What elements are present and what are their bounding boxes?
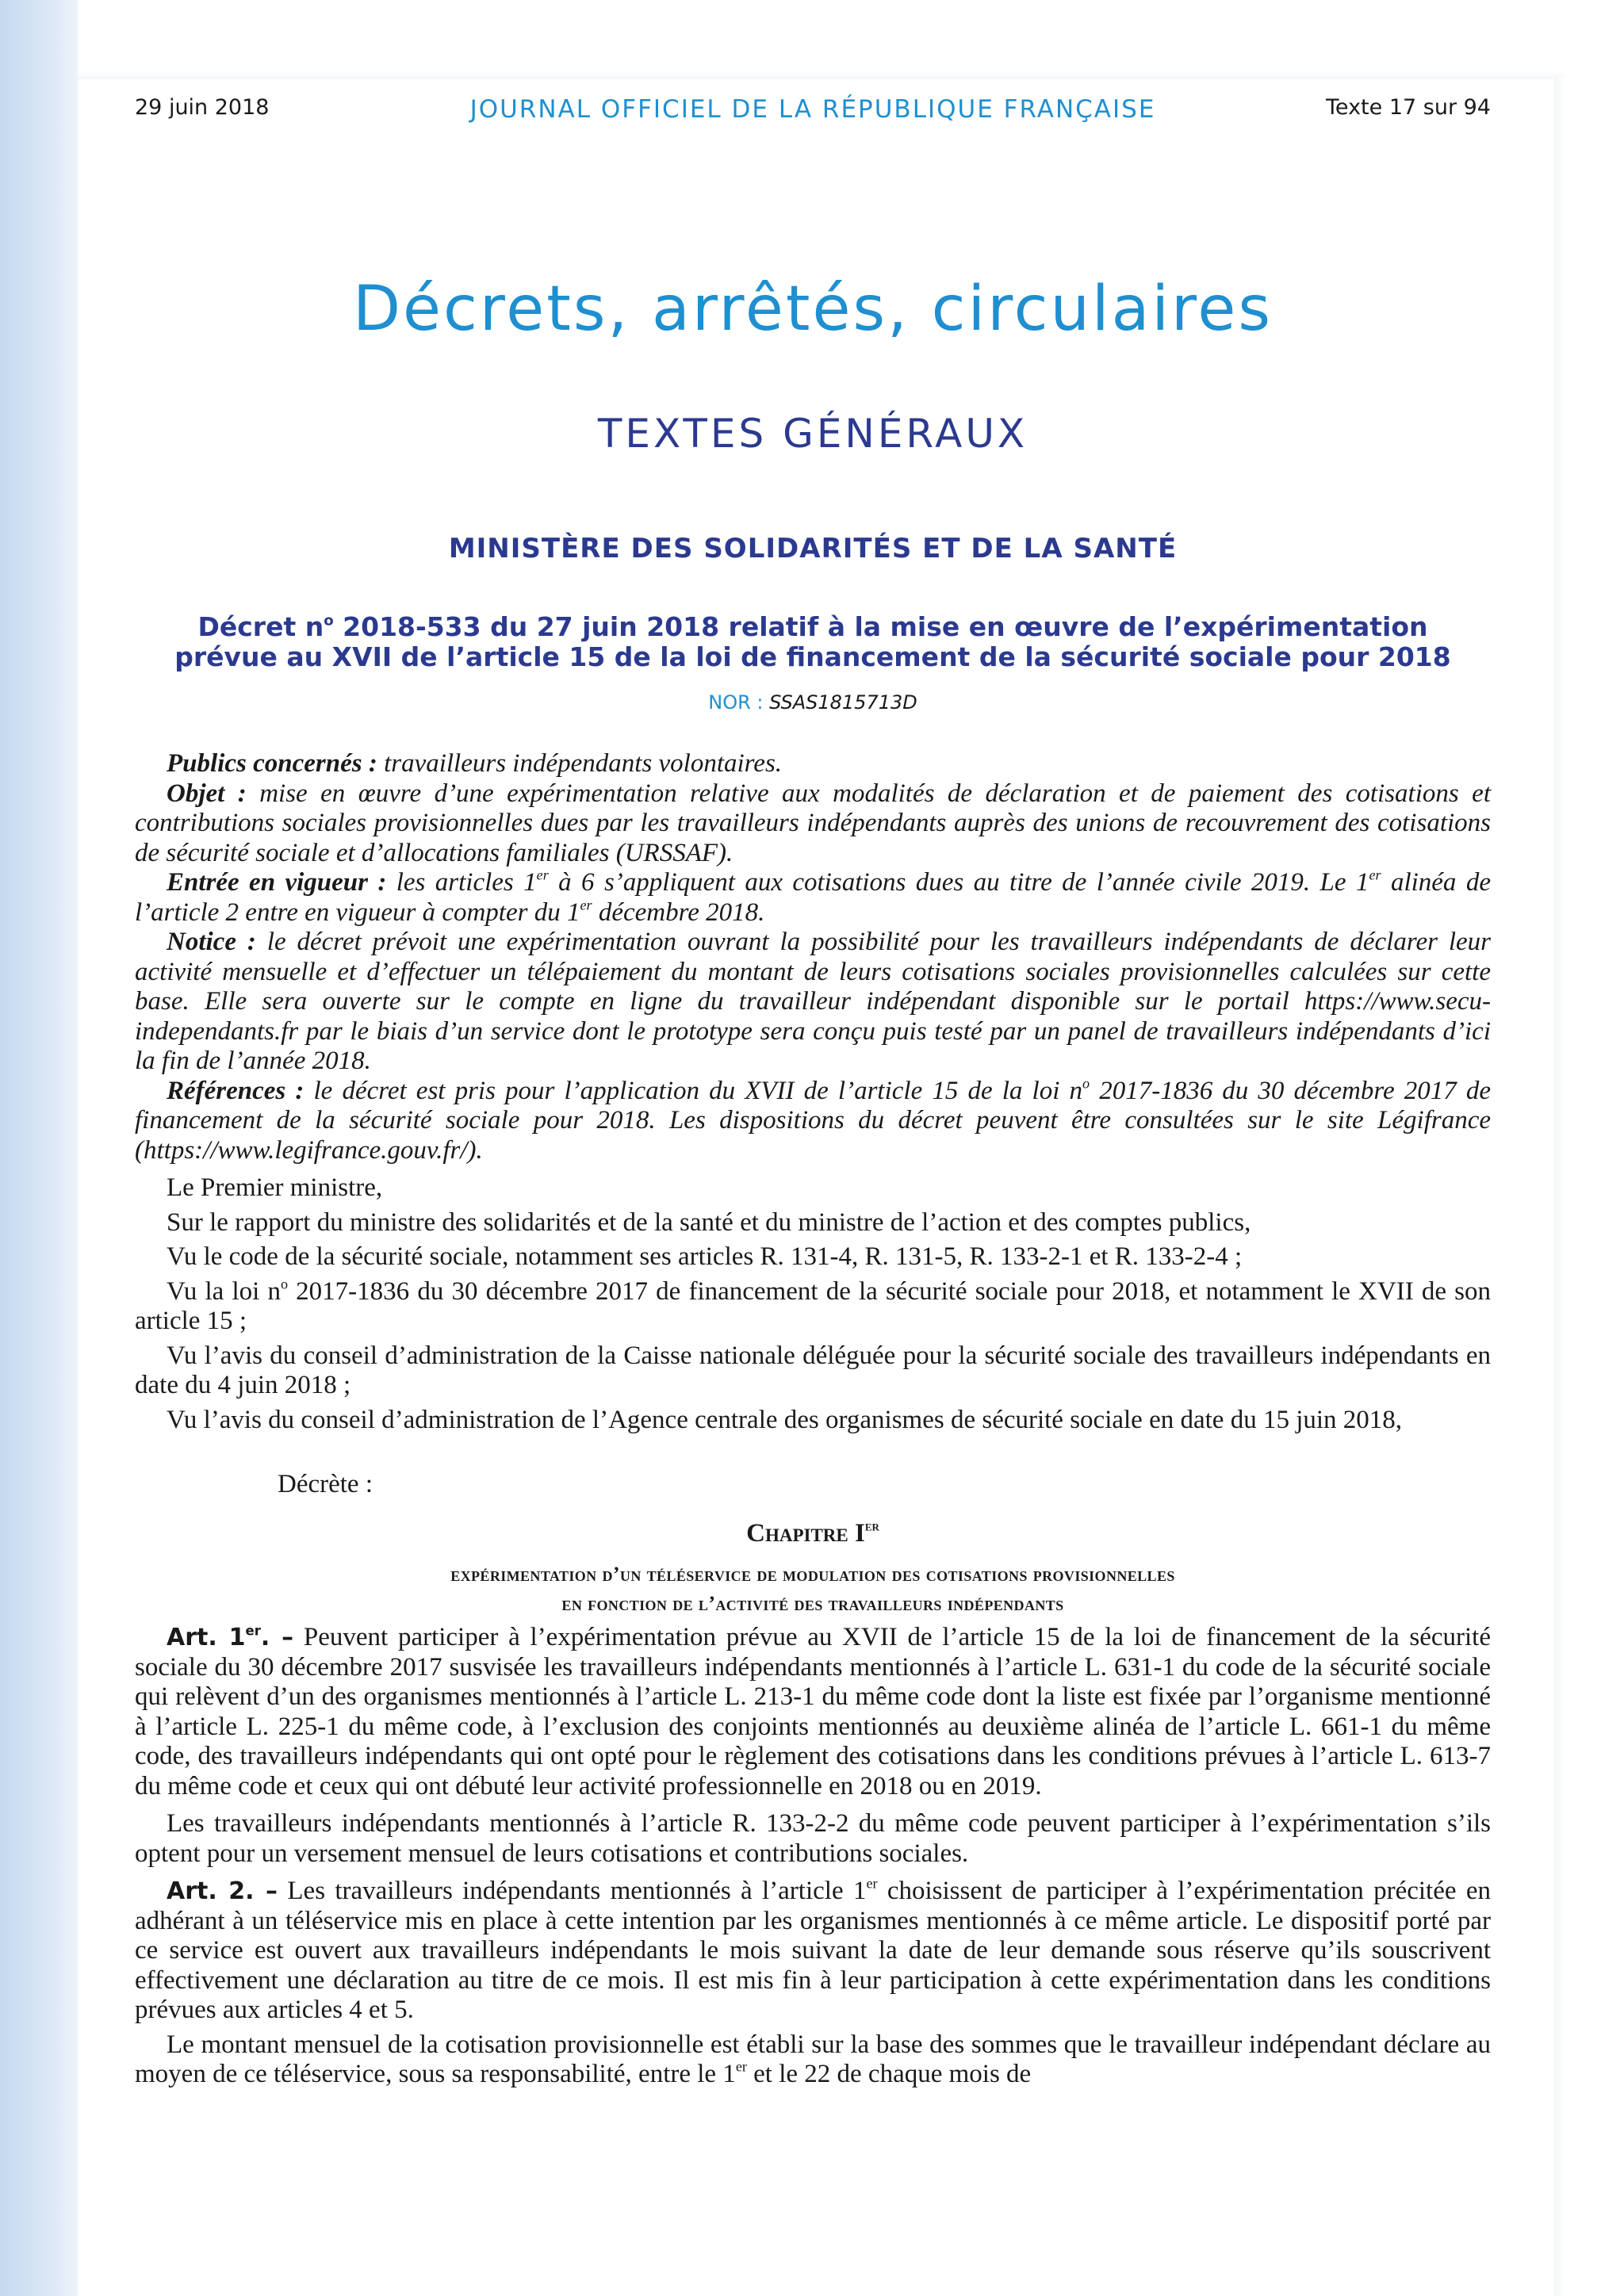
article-2-paragraph-2: Le montant mensuel de la cotisation provisionnelle est établi sur la base des sommes que le travailleur indépendant déclare au moyen de ce téléservice, sous sa responsabilité, entre le 1er et le 22 de chaque mois de bbox=[135, 2030, 1491, 2088]
ministry-heading: MINISTÈRE DES SOLIDARITÉS ET DE LA SANTÉ bbox=[448, 533, 1178, 564]
chapter-subtitle bbox=[135, 1559, 1491, 1618]
summary-objet: Objet : mise en œuvre d’une expérimentation relative aux modalités de déclaration et de paiement des cotisations et contributions sociales provisionnelles dues par les travailleurs indépendants auprès des unions de recouvrement des cotisations de sécurité sociale et d’allocations familiales (URSSAF). bbox=[135, 779, 1491, 867]
article-2-label: Art. 2. – bbox=[167, 1877, 278, 1905]
left-margin-band bbox=[0, 0, 78, 2296]
summary-references: Références : le décret est pris pour l’application du XVII de l’article 15 de la loi $n^o$ 2017-1836 du 30 décembre 2017 de financement de la sécurité sociale pour 2018. Les dispositions du décret peuvent être consultées sur le site Légifrance (https://www.legifrance.gouv.fr/). bbox=[135, 1074, 1491, 1165]
article-1-paragraph-2: Les travailleurs indépendants mentionnés à l’article R. 133-2-2 du même code peuvent participer à l’expérimentation s’ils optent pour un versement mensuel de leurs cotisations et contributions sociales. bbox=[135, 1809, 1491, 1868]
header-journal-title: JOURNAL OFFICIEL DE LA RÉPUBLIQUE FRANÇAISE bbox=[469, 95, 1156, 124]
header-date: 29 juin 2018 bbox=[135, 95, 270, 120]
article-1-label: Art. 1er. – bbox=[167, 1623, 294, 1651]
summary-entree-en-vigueur: Entrée en vigueur : les articles 1er à 6 s’appliquent aux cotisations dues au titre de l’année civile 2019. Le 1er alinéa de l’article 2 entre en vigueur à compter du 1er décembre 2018. bbox=[135, 867, 1491, 927]
decrete-formula: Décrète : bbox=[278, 1470, 373, 1498]
preamble-premier-ministre: Le Premier ministre, bbox=[167, 1173, 383, 1202]
article-2-paragraph-1: Art. 2. – Les travailleurs indépendants mentionnés à l’article 1er choisissent de participer à l’expérimentation précitée en adhérant à un téléservice mis en place à cette intention par les organismes mentionnés à ce même article. Le dispositif porté par ce service est ouvert aux travailleurs indépendants le mois suivant la date de leur demande sous réserve qu’ils souscrivent effectivement une déclaration au titre de ce mois. Il est mis fin à leur participation à cette expérimentation dans les conditions prévues aux articles 4 et 5. bbox=[135, 1875, 1491, 2024]
chapter-subtitle-line-2: en fonction de l’activité des travailleurs indépendants bbox=[561, 1592, 1064, 1615]
nor-reference bbox=[135, 691, 1491, 714]
summary-notice: Notice : le décret prévoit une expérimentation ouvrant la possibilité pour les travailleurs indépendants de déclarer leur activité mensuelle et d’effectuer un télépaiement du montant de leurs cotisations sociales provisionnelles calculées sur cette base. Elle sera ouverte sur le compte en ligne du travailleur indépendant disponible sur le portail https://www.secu-independants.fr par le biais d’un service dont le prototype sera conçu puis testé par un panel de travailleurs indépendants d’ici la fin de l’année 2018. bbox=[135, 928, 1491, 1075]
decree-title-line-1: Décret $n^o$ 2018-533 du 27 juin 2018 relatif à la mise en œuvre de l’expérimentation bbox=[197, 611, 1428, 642]
preamble-rapport: Sur le rapport du ministre des solidarités et de la santé et du ministre de l’action et des comptes publics, bbox=[167, 1207, 1251, 1237]
document-body bbox=[135, 749, 1491, 2090]
preamble-vu-loi: Vu la loi $n^o$ 2017-1836 du 30 décembre 2017 de financement de la sécurité sociale pour 2018, et notamment le XVII de son article 15 ; bbox=[135, 1275, 1491, 1335]
summary-publics: Publics concernés : travailleurs indépendants volontaires. bbox=[167, 749, 783, 778]
section-heading: TEXTES GÉNÉRAUX bbox=[597, 411, 1028, 457]
decree-title-line-2: prévue au XVII de l’article 15 de la loi de financement de la sécurité sociale pour 2018 bbox=[174, 641, 1451, 672]
article-1-paragraph-1: Art. 1er. – Peuvent participer à l’expérimentation prévue au XVII de l’article 15 de la loi de financement de la sécurité sociale du 30 décembre 2017 susvisée les travailleurs indépendants mentionnés à l’article L. 631-1 du code de la sécurité sociale qui relèvent d’un des organismes mentionnés à l’article L. 213-1 du même code dont la liste est fixée par l’organisme mentionné à l’article L. 225-1 du même code, à l’exclusion des conjoints mentionnés au deuxième alinéa de l’article L. 661-1 du même code, des travailleurs indépendants qui ont opté pour le règlement des cotisations dans les conditions prévues à l’article L. 613-7 du même code et ceux qui ont débuté leur activité professionnelle en 2018 ou en 2019. bbox=[135, 1623, 1491, 1800]
preamble-vu-avis-agence: Vu l’avis du conseil d’administration de l’Agence centrale des organismes de sécurité sociale en date du 15 juin 2018, bbox=[167, 1405, 1403, 1434]
nor-code: SSAS1815713D bbox=[769, 691, 917, 714]
preamble-vu-avis-caisse: Vu l’avis du conseil d’administration de la Caisse nationale déléguée pour la sécurité sociale des travailleurs indépendants en date du 4 juin 2018 ; bbox=[135, 1341, 1491, 1399]
document-page bbox=[135, 0, 1491, 2296]
decree-title bbox=[135, 612, 1491, 672]
header-text-number: Texte 17 sur 94 bbox=[1326, 95, 1491, 120]
chapter-subtitle-line-1: expérimentation d’un téléservice de modulation des cotisations provisionnelles bbox=[450, 1563, 1175, 1586]
nor-label: NOR : bbox=[708, 691, 770, 714]
page-right-edge bbox=[1554, 76, 1565, 2296]
summary-block bbox=[135, 749, 1491, 1165]
chapter-title: Chapitre Ier bbox=[746, 1517, 879, 1548]
preamble-vu-code: Vu le code de la sécurité sociale, notamment ses articles R. 131-4, R. 131-5, R. 133-2-1 et R. 133-2-4 ; bbox=[167, 1242, 1243, 1271]
page-header bbox=[135, 95, 1491, 127]
main-heading: Décrets, arrêtés, circulaires bbox=[352, 274, 1274, 345]
